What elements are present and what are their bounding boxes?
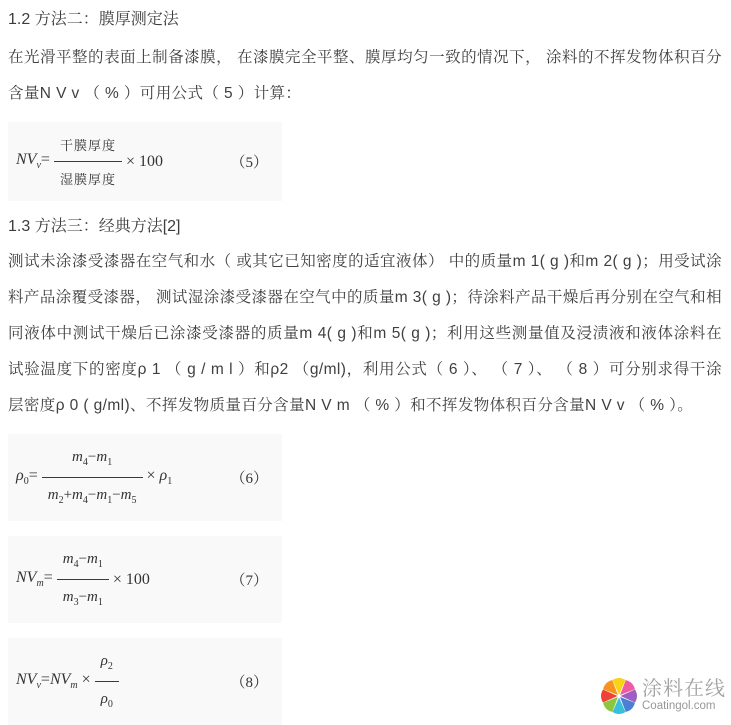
watermark-text xyxy=(642,679,726,713)
formula-number: （5） xyxy=(230,155,268,171)
section-heading-1-3: 1.3 方法三：经典方法[2] xyxy=(8,218,181,235)
formula-lhs: $\rho_0=$ xyxy=(16,467,38,488)
fraction-numerator: $\rho_2$ xyxy=(100,653,113,672)
fraction xyxy=(54,128,122,195)
formula-number: （8） xyxy=(230,675,268,691)
paragraph-classic-method: 测试未涂漆受漆器在空气和水（ 或其它已知密度的适宜液体） 中的质量m 1( g )和m 2( g )；用受试涂料产品涂覆受漆器， 测试湿涂漆受漆器在空气中的质量m 3( g )；待涂料产品干燥后再分别在空气和相同液体中测试干燥后已涂漆受漆器的质量m 4( g )和m 5( g )；利用这些测量值及浸渍液和液体涂料在试验温度下的密度ρ 1 （ g / m l ）和ρ2 （g/ml)，利用公式（ 6 ）、 （ 7 ）、 （ 8 ）可分别求得干涂层密度ρ 0 ( g/ml)、不挥发物质量百分含量N V m （ % ）和不挥发物体积百分含量N V v （ % ）。 xyxy=(8,253,722,414)
fraction-numerator: 干膜厚度 xyxy=(59,138,116,153)
formula-number: （7） xyxy=(230,573,268,589)
formula-lhs: $NV_v=$ xyxy=(16,151,50,172)
formula-6 xyxy=(8,434,282,521)
fraction-numerator: $m_4-m_1$ xyxy=(62,551,103,570)
formula-lhs: $NV_m=$ xyxy=(16,569,53,590)
fraction-denominator: 湿膜厚度 xyxy=(59,172,116,187)
watermark-subtitle: Coatingol.com xyxy=(642,700,716,712)
paragraph-film-thickness-method: 在光滑平整的表面上制备漆膜， 在漆膜完全平整、膜厚均匀一致的情况下， 涂料的不挥发物体积百分含量N V v （ % ）可用公式（ 5 ）计算： xyxy=(8,49,722,102)
formula-rhs: × 100 xyxy=(112,570,150,588)
fraction-denominator: $m_3-m_1$ xyxy=(62,589,103,608)
formula-rhs: × $\rho_1$ xyxy=(146,467,173,488)
formula-7 xyxy=(8,536,282,623)
formula-number: （6） xyxy=(230,471,268,487)
fraction-denominator: $\rho_0$ xyxy=(100,691,113,710)
formula-5 xyxy=(8,122,282,201)
fraction xyxy=(95,644,119,719)
fraction-denominator: $m_2+m_4-m_1-m_5$ xyxy=(47,487,137,506)
watermark xyxy=(599,675,726,717)
pinwheel-logo-icon xyxy=(599,675,639,717)
formula-rhs: × 100 xyxy=(125,152,163,170)
formula-8 xyxy=(8,638,282,725)
section-heading-1-2: 1.2 方法二：膜厚测定法 xyxy=(8,11,179,28)
fraction xyxy=(57,542,109,617)
formula-lhs: $NV_v=NV_m$ × xyxy=(16,671,91,692)
fraction xyxy=(42,440,143,515)
fraction-numerator: $m_4-m_1$ xyxy=(72,449,113,468)
watermark-title: 涂料在线 xyxy=(642,678,726,700)
